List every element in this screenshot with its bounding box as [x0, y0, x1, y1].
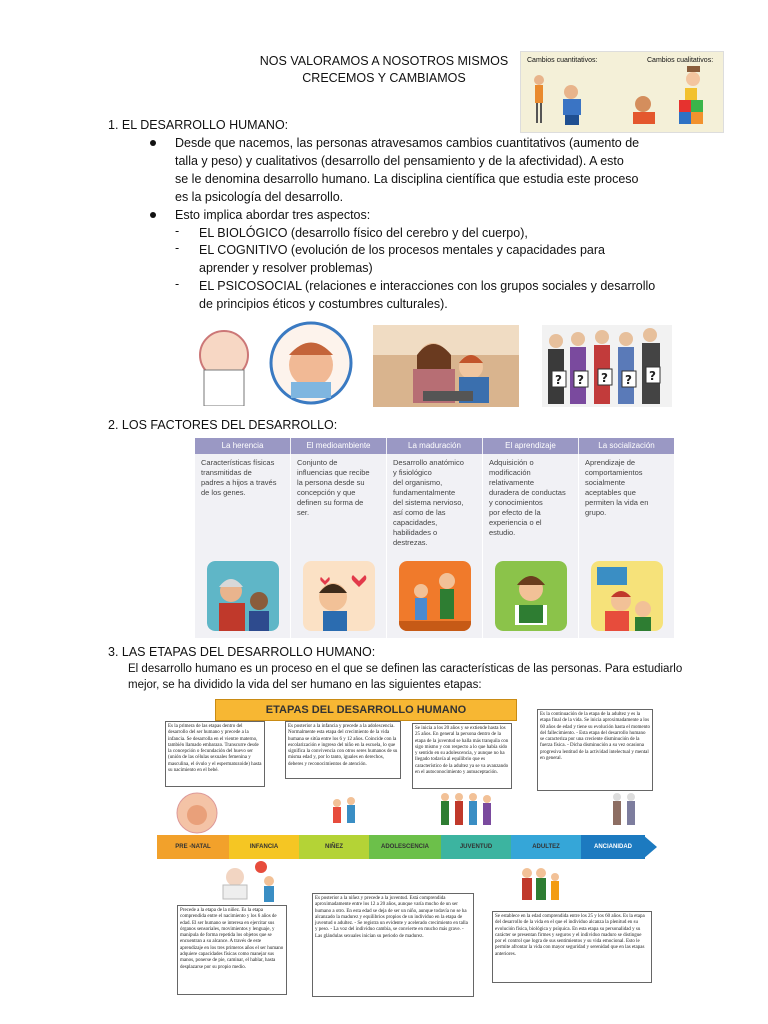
cognitive-photo: [373, 325, 519, 407]
aspect-psicosocial: [199, 277, 655, 313]
bullet-1-text: [175, 134, 639, 206]
bullet-2-text: Esto implica abordar tres aspectos:: [175, 208, 371, 222]
svg-text:?: ?: [577, 373, 584, 387]
dash-marker: -: [175, 277, 180, 291]
factor-text-socializacion: Aprendizaje de comportamientos socialmente aceptables que permiten la vida en grupo.: [585, 458, 649, 517]
section-3-heading: 3. LAS ETAPAS DEL DESARROLLO HUMANO:: [108, 645, 376, 659]
intro-line: mejor, se ha dividido la vida del ser humano en las siguientes etapas:: [128, 679, 482, 691]
column-divider: [290, 454, 291, 638]
bullet-1-line: talla y peso) y cualitativos (desarrollo del pensamiento y de la afectividad). A esto: [175, 154, 624, 168]
bullet-marker: [150, 212, 156, 218]
factor-text-aprendizaje: Adquisición o modificación relativamente duradera de conductas y conocimientos por efecto de la experiencia o el estudio.: [489, 458, 566, 537]
biological-illustration: [199, 320, 361, 406]
maturation-icon: [399, 561, 471, 631]
column-divider: [386, 454, 387, 638]
svg-text:?: ?: [601, 371, 608, 385]
environment-icon: [303, 561, 375, 631]
title-line-2: CRECEMOS Y CAMBIAMOS: [302, 71, 466, 85]
aspect-line: EL COGNITIVO (evolución de los procesos mentales y capacidades para: [199, 243, 605, 257]
juventud-description: Se inicia a los 20 años y se extiende hasta los 25 años. En general la persona dentro de la etapa de la juventud se halla más tranquila con sigo mismo y con respecto a lo que había sido y sentido en su adolescencia, y aunque no ha llegado todavía al equilibrio que es característico de la adultez ya se va avanzando en el autoconocimiento y autoaceptación.: [412, 723, 512, 789]
stage-infancia: INFANCIA: [229, 835, 299, 859]
stage-prenatal: PRE -NATAL: [157, 835, 229, 859]
adolescencia-description: Es posterior a la niñez y precede a la juventud. Está comprendida aproximadamente entre los 12 a 20 años, aunque varía mucho de un ser humano a otro. En esta edad se deja de ser un niño, aunque todavía no se ha alcanzado la madurez y equilibrios propios de un individuo en la etapa de juventud o adultez. - Se registra un evidente y acelerado crecimiento en talla y peso. - La voz del individuo cambia, se convierte en mucho más grave. - Las glándulas sexuales inician su periodo de madurez.: [312, 893, 474, 997]
section-2-heading: 2. LOS FACTORES DEL DESARROLLO:: [108, 418, 338, 432]
factor-header-herencia: La herencia: [195, 438, 290, 454]
factor-header-medioambiente: El medioambiente: [291, 438, 386, 454]
section-3-intro: [128, 661, 682, 693]
dash-marker: -: [175, 241, 180, 255]
growth-figures-icon: [521, 52, 723, 132]
stage-figures-top: [157, 783, 657, 835]
infographic-title: ETAPAS DEL DESARROLLO HUMANO: [215, 699, 517, 721]
svg-text:?: ?: [625, 373, 632, 387]
aspect-line: aprender y resolver problemas): [199, 261, 373, 275]
infancia-description: Precede a la etapa de la niñez. Es la etapa comprendida entre el nacimiento y los 6 años de edad. El ser humano se interesa en ejercitar sus órganos sensoriales, movimientos y lenguaje, y manipula de forma repetida los objetos que se encuentran a su alcance. A través de este aprendizaje en los tres primeros años el ser humano adquiere capacidades físicas como manejar sus manos, ponerse de pie, caminar, el hablar, hasta desplazarse por su propio medio.: [177, 905, 287, 995]
arrow-head-icon: [643, 835, 657, 859]
ninez-description: Es posterior a la infancia y precede a la adolescencia. Normalmente esta etapa del crecimiento de la vida humana se sitúa entre los 6 y 12 años. Coincide con la escolarización e ingreso del niño en la escuela, lo que significa la convivencia con otros seres humanos de su misma edad y, por lo tanto, iguales en derechos, deberes y reconocimientos de atención.: [285, 721, 401, 779]
bullet-marker: [150, 140, 156, 146]
aspect-line: EL BIOLÓGICO (desarrollo físico del cerebro y del cuerpo),: [199, 226, 528, 240]
stage-juventud: JUVENTUD: [441, 835, 511, 859]
intro-line: El desarrollo humano es un proceso en el que se definen las características de las personas. Para estudiarlo: [128, 663, 683, 675]
aspect-cognitivo: [199, 241, 605, 277]
factor-text-herencia: Características físicas transmitidas de padres a hijos a través de los genes.: [201, 458, 277, 497]
stage-adolescencia: ADOLESCENCIA: [369, 835, 441, 859]
socialization-icon: [591, 561, 663, 631]
changes-illustration: [520, 51, 724, 133]
stages-infographic: [157, 693, 657, 999]
adultez-description: Se establece en la edad comprendida entre los 25 y los 60 años. Es la etapa del desarrollo de la vida en el que el individuo alcanza la plenitud en su evolución física, biológica y psíquica. En esta etapa su personalidad y su carácter se presentan firmes y seguros y el individuo maduro se distingue por el control que logra de sus sentimientos y su vida emocional. Esto le permite afrontar la vida con mayor seguridad y serenidad que en las etapas anteriores.: [492, 911, 652, 983]
factor-text-maduracion: Desarrollo anatómico y fisiológico del organismo, fundamentalmente del sistema nervioso, así como de las capacidades, habilidades o destrezas.: [393, 458, 464, 547]
factor-header-socializacion: La socialización: [579, 438, 674, 454]
quantitative-label: Cambios cuantitativos:: [527, 57, 598, 64]
svg-text:?: ?: [649, 369, 656, 383]
title-line-1: NOS VALORAMOS A NOSOTROS MISMOS: [259, 54, 509, 68]
factor-text-medioambiente: Conjunto de influencias que recibe la persona desde su concepción y que definen su forma de ser.: [297, 458, 370, 517]
bullet-1-line: es la psicología del desarrollo.: [175, 190, 344, 204]
factors-table: [195, 438, 674, 638]
factor-header-aprendizaje: El aprendizaje: [483, 438, 578, 454]
bullet-1-line: Desde que nacemos, las personas atravesamos cambios cuantitativos (aumento de: [175, 136, 640, 150]
aspect-biologico: [199, 224, 528, 242]
stage-ancianidad: ANCIANIDAD: [581, 835, 645, 859]
psychosocial-photo: [542, 325, 672, 407]
qualitative-label: Cambios cualitativos:: [647, 57, 714, 64]
learning-icon: [495, 561, 567, 631]
svg-text:?: ?: [555, 373, 562, 387]
bullet-1-line: se le denomina desarrollo humano. La disciplina científica que estudia este proceso: [175, 172, 639, 186]
aspect-line: EL PSICOSOCIAL (relaciones e interacciones con los grupos sociales y desarrollo: [199, 279, 656, 293]
stage-ninez: NIÑEZ: [299, 835, 369, 859]
ancianidad-description: Es la continuación de la etapa de la adultez y es la etapa final de la vida. Se inicia aproximadamente a los 60 años de edad y tiene su evolución hasta el momento del fallecimiento. - Esta etapa del desarrollo humano se caracteriza por una creciente disminución de la fuerza física. - Dicha disminución a su vez ocasiona progresiva lentitud de la actividad intelectual y mental en general.: [537, 709, 653, 791]
factor-header-maduracion: La maduración: [387, 438, 482, 454]
aspect-line: de principios éticos y costumbres culturales).: [199, 297, 448, 311]
prenatal-description: Es la primera de las etapas dentro del desarrollo del ser humano y precede a la infancia. Se desarrolla en el vientre materno, también llamado embarazo. Transcurre desde la concepción o fecundación del huevo ser (unión de las células sexuales femenina y masculina, el óvulo y el espermatozoide) hasta su nacimiento en el bebé.: [165, 721, 265, 787]
family-icon: [207, 561, 279, 631]
column-divider: [578, 454, 579, 638]
column-divider: [482, 454, 483, 638]
stage-adultez: ADULTEZ: [511, 835, 581, 859]
dash-marker: -: [175, 224, 180, 238]
section-1-heading: 1. EL DESARROLLO HUMANO:: [108, 118, 289, 132]
